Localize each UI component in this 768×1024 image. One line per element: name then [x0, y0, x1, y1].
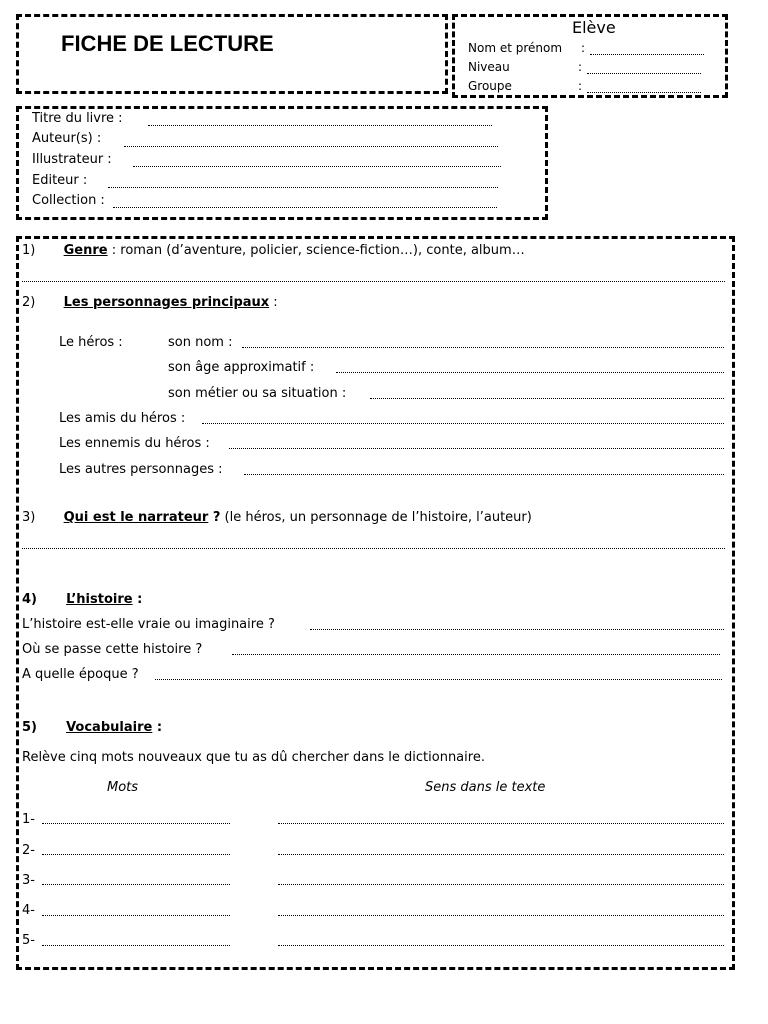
section-4 — [22, 592, 142, 607]
vocab-row-2-word[interactable] — [42, 854, 230, 855]
vocab-row-3-word[interactable] — [42, 884, 230, 885]
vocab-row-1-word[interactable] — [42, 823, 230, 824]
story-place-label: Où se passe cette histoire ? — [22, 642, 203, 657]
vocab-row-2-meaning[interactable] — [278, 854, 724, 855]
vocab-row-1-meaning[interactable] — [278, 823, 724, 824]
story-era-field[interactable] — [155, 679, 722, 680]
hero-name-field[interactable] — [242, 347, 724, 348]
friends-label: Les amis du héros : — [59, 411, 186, 426]
vocab-row-3-number: 3- — [22, 873, 35, 888]
book-illustrator-field[interactable] — [133, 166, 501, 167]
section-1-number: 1) — [22, 243, 36, 258]
section-1 — [22, 243, 525, 258]
vocab-row-5-number: 5- — [22, 933, 35, 948]
enemies-label: Les ennemis du héros : — [59, 436, 210, 451]
friends-field[interactable] — [202, 423, 724, 424]
vocab-row-5-word[interactable] — [42, 945, 230, 946]
section-3-number: 3) — [22, 510, 36, 525]
book-author-label: Auteur(s) : — [32, 131, 102, 146]
book-collection-field[interactable] — [113, 207, 497, 208]
book-collection-label: Collection : — [32, 193, 105, 208]
section-3-text: (le héros, un personnage de l’histoire, l’auteur) — [220, 510, 532, 525]
eleve-heading: Elève — [572, 18, 616, 37]
vocab-row-4-meaning[interactable] — [278, 915, 724, 916]
page-title: FICHE DE LECTURE — [61, 31, 274, 56]
story-real-label: L’histoire est-elle vraie ou imaginaire ? — [22, 617, 275, 632]
column-meaning-header: Sens dans le texte — [425, 780, 546, 795]
vocab-row-5-meaning[interactable] — [278, 945, 724, 946]
vocab-row-2-number: 2- — [22, 843, 35, 858]
section-1-text: : roman (d’aventure, policier, science-fiction…), conte, album… — [107, 243, 525, 258]
section-2-number: 2) — [22, 295, 36, 310]
hero-label: Le héros : — [59, 335, 123, 350]
book-title-label: Titre du livre : — [32, 111, 123, 126]
hero-name-label: son nom : — [168, 335, 233, 350]
hero-age-label: son âge approximatif : — [168, 360, 315, 375]
vocab-row-1-number: 1- — [22, 812, 35, 827]
section-2-title: Les personnages principaux — [63, 295, 270, 310]
story-real-field[interactable] — [310, 629, 724, 630]
section-5-title: Vocabulaire — [66, 720, 153, 735]
section-1-title: Genre — [63, 243, 108, 258]
column-words-header: Mots — [107, 780, 139, 795]
book-author-field[interactable] — [124, 146, 498, 147]
section-3-title: Qui est le narrateur — [63, 510, 209, 525]
enemies-field[interactable] — [229, 448, 724, 449]
vocab-row-4-number: 4- — [22, 903, 35, 918]
hero-job-label: son métier ou sa situation : — [168, 386, 347, 401]
genre-answer-line[interactable] — [22, 281, 725, 282]
eleve-level-label: Niveau — [468, 60, 510, 74]
eleve-name-label: Nom et prénom — [468, 41, 563, 55]
eleve-group-label: Groupe — [468, 79, 512, 93]
section-2 — [22, 295, 278, 310]
section-4-number: 4) — [22, 592, 37, 607]
other-characters-field[interactable] — [244, 474, 724, 475]
section-3 — [22, 510, 532, 525]
eleve-name-sep: : — [581, 41, 586, 55]
book-publisher-field[interactable] — [108, 187, 498, 188]
eleve-level-field[interactable] — [587, 73, 701, 74]
vocab-row-3-meaning[interactable] — [278, 884, 724, 885]
section-4-colon: : — [132, 592, 143, 607]
eleve-group-sep: : — [578, 79, 583, 93]
other-characters-label: Les autres personnages : — [59, 462, 223, 477]
vocabulary-instruction: Relève cinq mots nouveaux que tu as dû chercher dans le dictionnaire. — [22, 750, 485, 765]
book-publisher-label: Editeur : — [32, 173, 88, 188]
section-5 — [22, 720, 162, 735]
hero-age-field[interactable] — [336, 372, 724, 373]
section-5-colon: : — [152, 720, 163, 735]
narrator-answer-line[interactable] — [22, 548, 725, 549]
eleve-name-field[interactable] — [590, 54, 704, 55]
section-2-colon: : — [269, 295, 278, 310]
book-title-field[interactable] — [148, 125, 492, 126]
vocab-row-4-word[interactable] — [42, 915, 230, 916]
hero-job-field[interactable] — [370, 398, 724, 399]
story-place-field[interactable] — [232, 654, 720, 655]
story-era-label: A quelle époque ? — [22, 667, 139, 682]
section-3-question-mark: ? — [208, 510, 221, 525]
book-illustrator-label: Illustrateur : — [32, 152, 112, 167]
eleve-group-field[interactable] — [587, 92, 701, 93]
eleve-level-sep: : — [578, 60, 583, 74]
section-4-title: L’histoire — [66, 592, 133, 607]
section-5-number: 5) — [22, 720, 37, 735]
